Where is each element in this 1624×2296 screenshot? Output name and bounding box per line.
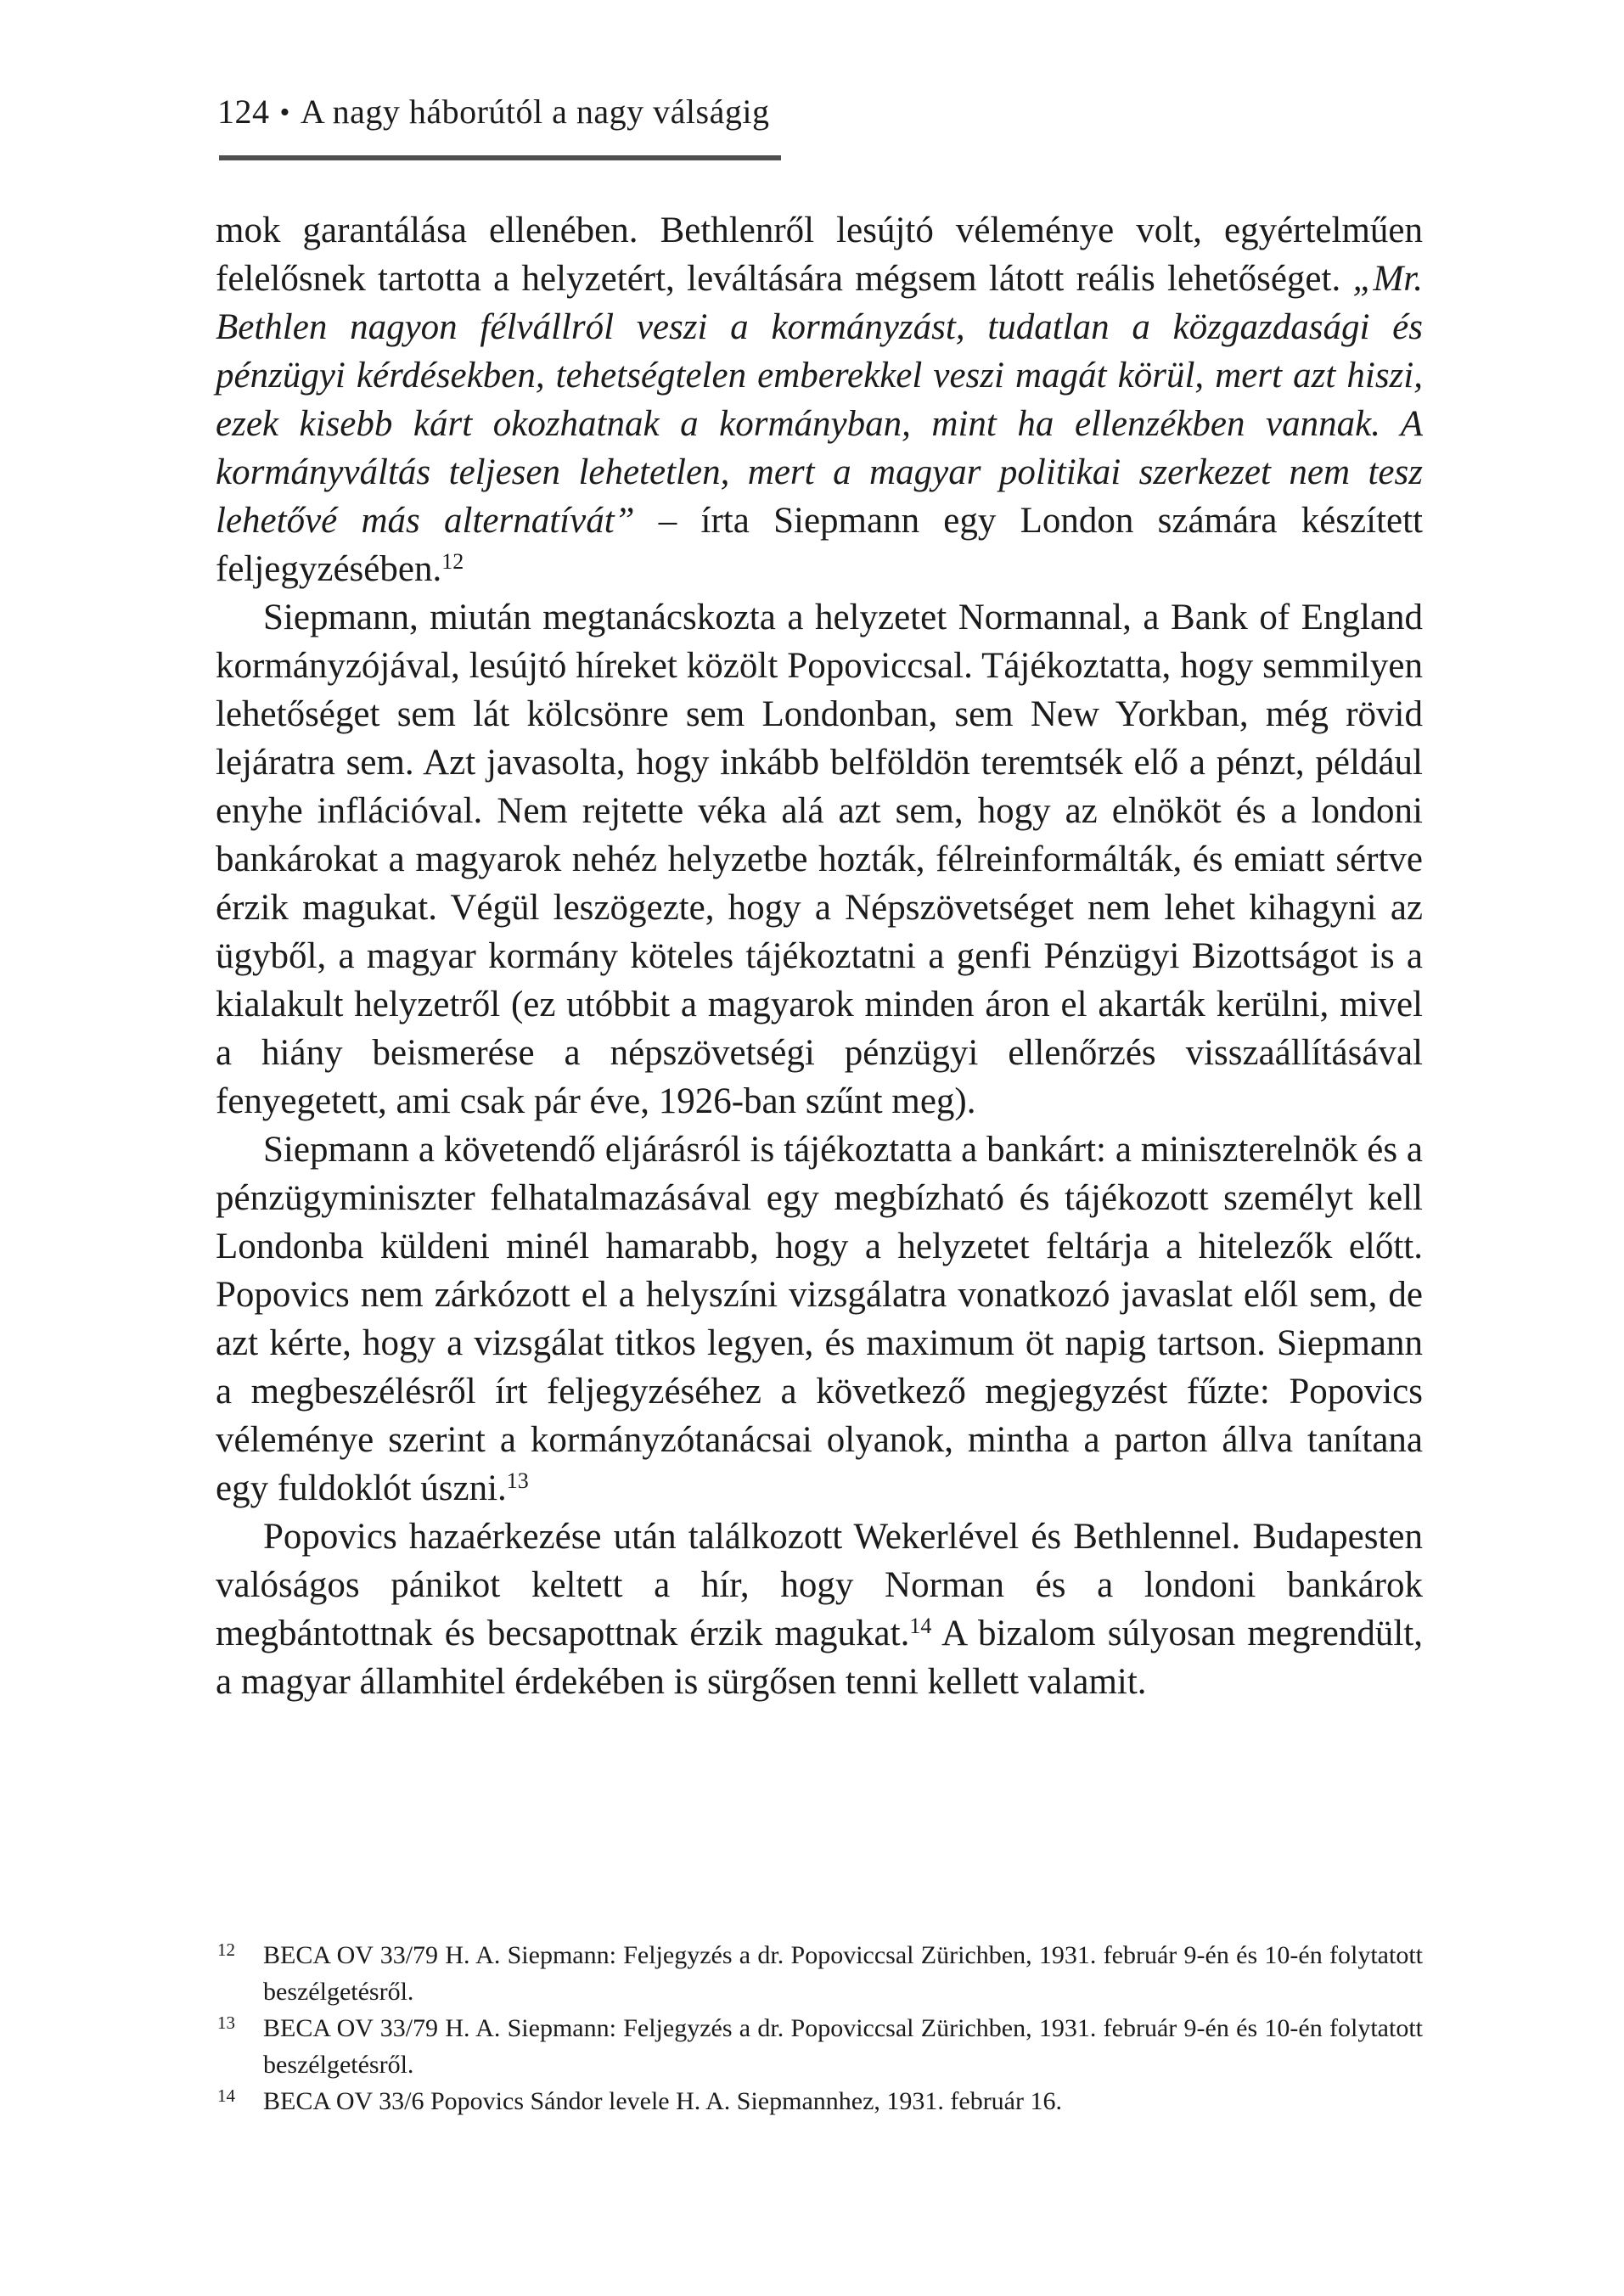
footnote — [216, 2083, 1423, 2119]
footnotes — [216, 1937, 1423, 2119]
header-separator-bullet: • — [279, 97, 290, 128]
paragraph — [216, 1126, 1423, 1513]
paragraph — [216, 206, 1423, 593]
footnote-number: 12 — [217, 1940, 235, 1960]
footnote-reference: 14 — [909, 1614, 932, 1638]
body-text — [216, 206, 1423, 1706]
footnote-text: BECA OV 33/79 H. A. Siepmann: Feljegyzés a dr. Popoviccsal Zürichben, 1931. február 9-én és 10-én folytatott beszélgetésről. — [263, 1941, 1423, 2006]
running-header — [217, 92, 1423, 132]
body-run: Siepmann, miután megtanácskozta a helyzetet Normannal, a Bank of England kormányzójával, lesújtó híreket közölt Popoviccsal. Tájékoztatta, hogy semmilyen lehetőséget sem lát kölcsönre sem Londonban, sem New Yorkban, még rövid lejáratra sem. Azt javasolta, hogy inkább belföldön teremtsék elő a pénzt, például enyhe inflációval. Nem rejtette véka alá azt sem, hogy az elnököt és a londoni bankárokat a magyarok nehéz helyzetbe hozták, félreinformálták, és emiatt sértve érzik magukat. Végül leszögezte, hogy a Népszövetséget nem lehet kihagyni az ügyből, a magyar kormány köteles tájékoztatni a genfi Pénzügyi Bizottságot is a kialakult helyzetről (ez utóbbit a magyarok minden áron el akarták kerülni, mivel a hiány beismerése a népszövetségi pénzügyi ellenőrzés visszaállításával fenyegetett, ami csak pár éve, 1926-ban szűnt meg). — [216, 598, 1423, 1121]
paragraph — [216, 1513, 1423, 1706]
running-title: A nagy háborútól a nagy válságig — [300, 93, 770, 131]
body-run: Siepmann a követendő eljárásról is tájékoztatta a bankárt: a miniszterelnök és a pénzügyminiszter felhatalmazásával egy megbízható és tájékozott személyt kell Londonba küldeni minél hamarabb, hogy a helyzetet feltárja a hitelezők előtt. Popovics nem zárkózott el a helyszíni vizsgálatra vonatkozó javaslat elől sem, de azt kérte, hogy a vizsgálat titkos legyen, és maximum öt napig tartson. Siepmann a megbeszélésről írt feljegyzéséhez a következő megjegyzést fűzte: Popovics véleménye szerint a kormányzótanácsai olyanok, mintha a parton állva tanítana egy fuldoklót úszni. — [216, 1130, 1423, 1508]
footnote-reference: 12 — [441, 549, 464, 574]
footnote — [216, 2010, 1423, 2083]
body-run: A bizalom súlyosan megrendült, a magyar államhitel érdekében is sürgősen tenni kellett valamit. — [216, 1614, 1423, 1702]
body-run: mok garantálása ellenében. Bethlenről lesújtó véleménye volt, egyértelműen felelősnek tartotta a helyzetért, leváltására mégsem látott reális lehetőséget. — [216, 211, 1423, 299]
footnote-number: 14 — [217, 2085, 235, 2106]
footnote — [216, 1937, 1423, 2010]
footnote-text: BECA OV 33/6 Popovics Sándor levele H. A. Siepmannhez, 1931. február 16. — [263, 2087, 1062, 2115]
body-run: Popovics hazaérkezése után találkozott Wekerlével és Bethlennel. Budapesten valóságos pánikot keltett a hír, hogy Norman és a londoni bankárok megbántottnak és becsapottnak érzik magukat. — [216, 1517, 1423, 1653]
page-number: 124 — [217, 93, 270, 131]
header-rule — [219, 155, 781, 160]
body-run: – írta Siepmann egy London számára készített feljegyzésében. — [216, 501, 1423, 589]
quoted-italic-text: „Mr. Bethlen nagyon félvállról veszi a kormányzást, tudatlan a közgazdasági és pénzügyi kérdésekben, tehetségtelen emberekkel veszi magát körül, mert azt hiszi, ezek kisebb kárt okozhatnak a kormányban, mint ha ellenzékben vannak. A kormányváltás teljesen lehetetlen, mert a magyar politikai szerkezet nem tesz lehetővé más alternatívát” — [216, 259, 1423, 541]
footnote-text: BECA OV 33/79 H. A. Siepmann: Feljegyzés a dr. Popoviccsal Zürichben, 1931. február 9-én és 10-én folytatott beszélgetésről. — [263, 2014, 1423, 2079]
paragraph — [216, 593, 1423, 1126]
footnote-number: 13 — [217, 2013, 235, 2033]
footnote-reference: 13 — [506, 1468, 529, 1493]
